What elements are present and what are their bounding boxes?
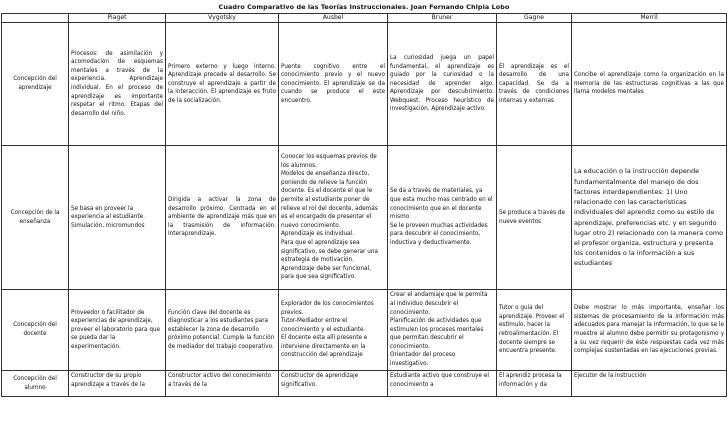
header-gagne: Gagne (497, 14, 572, 23)
header-corner (2, 14, 69, 23)
cell-ausbel: Explorador de los conocimientos previos. Tutor-Mediador entre el conocimiento y el estudiante. El docente esta allí presente e interviene directamente en la construcción del aprendizaje (279, 290, 388, 371)
cell-vygotsky: Dirigida a activar la zona de desarrollo próximo. Centrada en el ambiente de aprendizaje más que en la trasmisión de información. Interaprendizaje. (166, 146, 279, 290)
cell-merril: Concibe el aprendizaje como la organización en la memoria de las estructuras cognitivas a las que llama modelos mentales (572, 23, 727, 146)
row-alumno (2, 371, 727, 397)
row-aprendizaje (2, 23, 727, 146)
cell-gagne: El aprendizaje es el desarrollo de una capacidad. Se da a través de condiciones internas y externas (497, 23, 572, 146)
header-piaget: Piaget (69, 14, 166, 23)
cell-piaget: Proveedor o facilitador de experiencias de aprendizaje, proveer el laboratorio para que se pueda dar la experimentación. (69, 290, 166, 371)
header-vygotsky: Vygotsky (166, 14, 279, 23)
cell-ausbel: Conocer los esquemas previos de los alumnos. Modelos de enseñanza directo, poniendo de relieve la función docente. Es el docente el que le permite al estudiante poner de relieve el rol del docente, además es el encargado de presentar el nuevo conocimiento. Aprendizaje es individual. Para que el aprendizaje sea significativo, se debe generar una estrategia de motivación. Aprendizaje debe ser funcional, para que sea significativo. (279, 146, 388, 290)
row-label: Concepción de la enseñanza (2, 146, 69, 290)
cell-gagne: El aprendiz procesa la información y da (497, 371, 572, 397)
document-title: Cuadro Comparativo de las Teorías Instruccionales. Joan Fernando Chipia Lobo (218, 3, 510, 11)
row-docente (2, 290, 727, 371)
row-ensenanza (2, 146, 727, 290)
cell-gagne: Tutor o guía del aprendizaje. Proveer el estímulo, hacer la retroalimentación. El docente siempre se encuentra presente. (497, 290, 572, 371)
cell-merril: La educación o la instrucción depende fundamentalmente del manejo de dos factores interdependientes: 1) Uno relacionado con las características individuales del aprendiz como su estilo de aprendizaje, preferencias etc. y en segundo lugar otro 2) relacionado con la manera como el profesor organiza, estructura y presenta los contenidos o la información a sus estudiantes (572, 146, 727, 290)
header-bruner: Bruner (388, 14, 497, 23)
cell-ausbel: Puente cognitivo entre el conocimiento previo y el nuevo conocimiento. El aprendizaje se da cuando se produce el este encuentro. (279, 23, 388, 146)
comparison-table (1, 13, 727, 397)
header-merril: Merril (572, 14, 727, 23)
cell-bruner: Se da a través de materiales, ya que esta mucho mas centrado en el conocimiento que en el docente mismo. Se le proveen muchas actividades para descubrir el conocimiento, inductiva y deductivamente. (388, 146, 497, 290)
cell-piaget: Constructor de su propio aprendizaje a través de la (69, 371, 166, 397)
header-ausbel: Ausbel (279, 14, 388, 23)
cell-vygotsky: Primero externo y luego interno. Aprendizaje precede al desarrollo. Se construye el aprendizaje a partir de la interacción. El aprendizaje es fruto de la socialización. (166, 23, 279, 146)
cell-merril: Ejecutor de la instrucción (572, 371, 727, 397)
cell-piaget: Se basa en proveer la experiencia al estudiante. Simulación, micromundos (69, 146, 166, 290)
cell-bruner: La curiosidad juega un papel fundamental, el aprendizaje es guiado por la curiosidad o la necesidad de aprender algo. Aprendizaje por descubrimiento. Webquest. Proceso heurístico de investigación. Aprendizaje activo. (388, 23, 497, 146)
cell-gagne: Se produce a través de nueve eventos (497, 146, 572, 290)
cell-bruner: Crear el andamiaje que le permita al individuo descubrir el conocimiento. Planificación de actividades que estimulen los procesos mentales que permitan descubrir el conocimiento. Orientador del proceso investigativo. (388, 290, 497, 371)
cell-piaget: Procesos: de asimilación y acomodación de esquemas mentales a través de la experiencia. Aprendizaje individual. En el proceso de aprendizaje es importante respetar el ritmo. Etapas del desarrollo del niño. (69, 23, 166, 146)
row-label: Concepción del alumno (2, 371, 69, 397)
cell-vygotsky: Constructor activo del conocimiento a través de la (166, 371, 279, 397)
row-label: Concepción del aprendizaje (2, 23, 69, 146)
cell-ausbel: Constructor de aprendizaje significativo. (279, 371, 388, 397)
row-label: Concepción del docente (2, 290, 69, 371)
cell-merril: Debe mostrar lo más importante, enseñar los sistemas de procesamiento de la información más adecuados para manejar la información, lo que se le muestre al alumno debe permitir su protagonismo y a su vez requerir de éste respuestas cada vez más complejas sustentadas en las ejecuciones previas. (572, 290, 727, 371)
header-row (2, 14, 727, 23)
cell-bruner: Estudiante activo que construye el conocimiento a (388, 371, 497, 397)
cell-vygotsky: Función clave del docente es diagnosticar a los estudiantes para establecer la zona de desarrollo próximo potencial. Cumple la función de mediador del trabajo cooperativo. (166, 290, 279, 371)
